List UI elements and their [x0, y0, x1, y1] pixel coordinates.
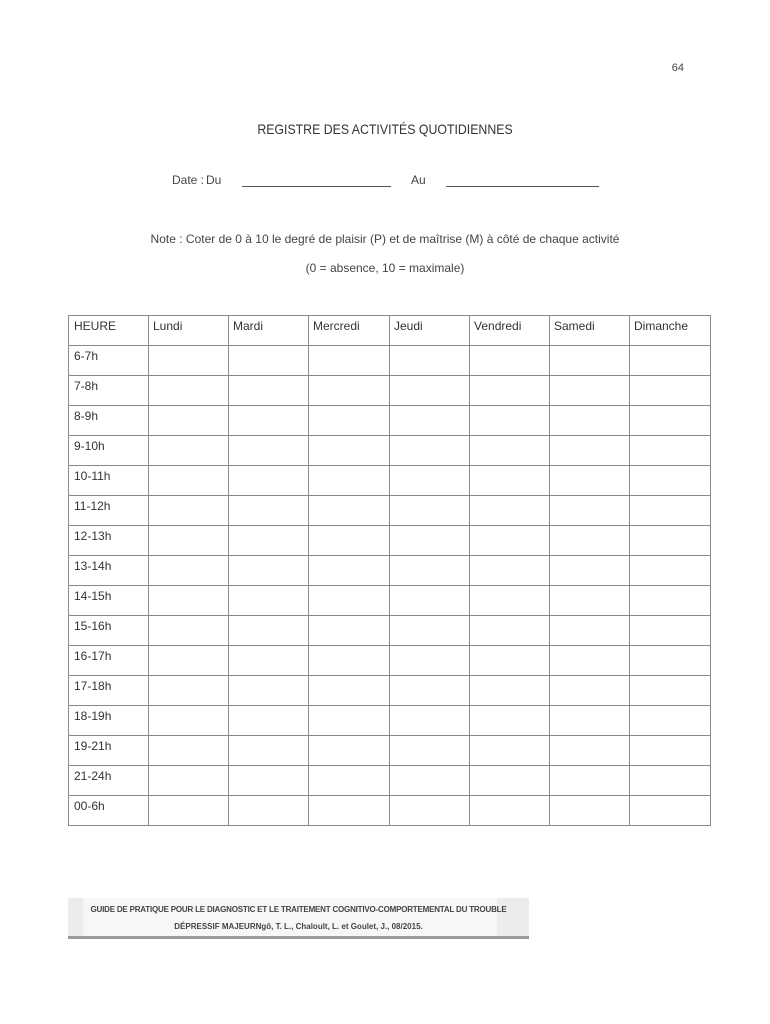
hour-cell: 19-21h — [69, 736, 149, 766]
activity-cell[interactable] — [229, 556, 309, 586]
activity-cell[interactable] — [630, 556, 711, 586]
table-row — [69, 436, 711, 466]
activity-cell[interactable] — [550, 556, 630, 586]
activity-cell[interactable] — [149, 616, 229, 646]
activity-cell[interactable] — [390, 526, 470, 556]
activity-cell[interactable] — [309, 466, 390, 496]
end-date-line[interactable] — [446, 186, 599, 187]
activity-cell[interactable] — [630, 676, 711, 706]
activity-cell[interactable] — [630, 706, 711, 736]
hour-cell: 7-8h — [69, 376, 149, 406]
page-title: REGISTRE DES ACTIVITÉS QUOTIDIENNES — [257, 121, 513, 137]
table-row — [69, 706, 711, 736]
activity-cell[interactable] — [630, 766, 711, 796]
activity-cell[interactable] — [630, 646, 711, 676]
activity-cell[interactable] — [630, 586, 711, 616]
activity-cell[interactable] — [630, 406, 711, 436]
activity-cell[interactable] — [630, 436, 711, 466]
activity-cell[interactable] — [390, 796, 470, 826]
note-scale: (0 = absence, 10 = maximale) — [305, 261, 465, 275]
activity-cell[interactable] — [470, 646, 550, 676]
activity-cell[interactable] — [550, 736, 630, 766]
activity-cell[interactable] — [309, 496, 390, 526]
table-row — [69, 406, 711, 436]
activity-cell[interactable] — [390, 466, 470, 496]
activity-cell[interactable] — [309, 646, 390, 676]
header-row — [69, 316, 711, 346]
activity-cell[interactable] — [550, 376, 630, 406]
table-row — [69, 616, 711, 646]
activity-cell[interactable] — [470, 766, 550, 796]
table-row — [69, 736, 711, 766]
activity-cell[interactable] — [229, 706, 309, 736]
hour-cell: 18-19h — [69, 706, 149, 736]
activity-cell[interactable] — [149, 436, 229, 466]
activity-cell[interactable] — [470, 796, 550, 826]
activity-cell[interactable] — [309, 616, 390, 646]
activity-cell[interactable] — [229, 766, 309, 796]
activity-cell[interactable] — [229, 646, 309, 676]
activity-cell[interactable] — [149, 376, 229, 406]
table-row — [69, 676, 711, 706]
table-row — [69, 586, 711, 616]
hour-cell: 15-16h — [69, 616, 149, 646]
activity-cell[interactable] — [149, 736, 229, 766]
activity-cell[interactable] — [630, 496, 711, 526]
activity-cell[interactable] — [630, 526, 711, 556]
hour-cell: 11-12h — [69, 496, 149, 526]
table-row — [69, 556, 711, 586]
activity-cell[interactable] — [470, 676, 550, 706]
activity-cell[interactable] — [149, 796, 229, 826]
activity-cell[interactable] — [229, 586, 309, 616]
column-header-mardi: Mardi — [229, 316, 309, 346]
activity-cell[interactable] — [309, 586, 390, 616]
activity-cell[interactable] — [470, 436, 550, 466]
activity-cell[interactable] — [390, 646, 470, 676]
hour-cell: 9-10h — [69, 436, 149, 466]
activity-cell[interactable] — [309, 376, 390, 406]
start-date-line[interactable] — [242, 186, 391, 187]
hour-cell: 14-15h — [69, 586, 149, 616]
activity-cell[interactable] — [470, 616, 550, 646]
activity-cell[interactable] — [630, 466, 711, 496]
table-row — [69, 346, 711, 376]
table-row — [69, 796, 711, 826]
footer — [68, 898, 529, 939]
table-row — [69, 466, 711, 496]
activity-cell[interactable] — [550, 616, 630, 646]
footer-line-1: GUIDE DE PRATIQUE POUR LE DIAGNOSTIC ET LE TRAITEMENT COGNITIVO-COMPORTEMENTAL DU TROUBLE — [90, 905, 507, 914]
activity-cell[interactable] — [470, 496, 550, 526]
activity-cell[interactable] — [149, 586, 229, 616]
activity-cell[interactable] — [470, 526, 550, 556]
au-label: Au — [411, 173, 426, 187]
column-header-heure: HEURE — [69, 316, 149, 346]
activity-cell[interactable] — [550, 766, 630, 796]
activity-cell[interactable] — [390, 556, 470, 586]
table-row — [69, 766, 711, 796]
activity-cell[interactable] — [550, 466, 630, 496]
hour-cell: 17-18h — [69, 676, 149, 706]
activity-cell[interactable] — [390, 706, 470, 736]
note-instruction: Note : Coter de 0 à 10 le degré de plaisir (P) et de maîtrise (M) à côté de chaque activité — [150, 232, 620, 246]
activity-cell[interactable] — [309, 796, 390, 826]
hour-cell: 16-17h — [69, 646, 149, 676]
activity-cell[interactable] — [229, 796, 309, 826]
activity-table — [68, 315, 711, 826]
activity-cell[interactable] — [550, 586, 630, 616]
activity-cell[interactable] — [309, 436, 390, 466]
activity-cell[interactable] — [390, 376, 470, 406]
activity-cell[interactable] — [309, 706, 390, 736]
activity-cell[interactable] — [309, 766, 390, 796]
hour-cell: 6-7h — [69, 346, 149, 376]
activity-cell[interactable] — [470, 586, 550, 616]
activity-cell[interactable] — [309, 346, 390, 376]
hour-cell: 00-6h — [69, 796, 149, 826]
activity-cell[interactable] — [309, 556, 390, 586]
activity-cell[interactable] — [550, 676, 630, 706]
activity-cell[interactable] — [149, 766, 229, 796]
activity-cell[interactable] — [550, 706, 630, 736]
date-label: Date : — [172, 173, 205, 187]
activity-cell[interactable] — [630, 376, 711, 406]
table-body — [69, 346, 711, 826]
activity-cell[interactable] — [309, 406, 390, 436]
activity-cell[interactable] — [390, 736, 470, 766]
activity-cell[interactable] — [470, 466, 550, 496]
column-header-vendredi: Vendredi — [470, 316, 550, 346]
hour-cell: 12-13h — [69, 526, 149, 556]
activity-cell[interactable] — [229, 676, 309, 706]
activity-cell[interactable] — [550, 796, 630, 826]
date-row — [0, 173, 770, 191]
table-row — [69, 376, 711, 406]
activity-cell[interactable] — [149, 676, 229, 706]
activity-cell[interactable] — [390, 586, 470, 616]
activity-cell[interactable] — [390, 766, 470, 796]
column-header-samedi: Samedi — [550, 316, 630, 346]
activity-cell[interactable] — [470, 376, 550, 406]
activity-cell[interactable] — [550, 346, 630, 376]
activity-cell[interactable] — [229, 496, 309, 526]
activity-cell[interactable] — [149, 526, 229, 556]
activity-cell[interactable] — [550, 406, 630, 436]
hour-cell: 10-11h — [69, 466, 149, 496]
activity-cell[interactable] — [390, 436, 470, 466]
activity-cell[interactable] — [309, 736, 390, 766]
hour-cell: 21-24h — [69, 766, 149, 796]
hour-cell: 8-9h — [69, 406, 149, 436]
page-number: 64 — [671, 62, 684, 74]
activity-cell[interactable] — [630, 616, 711, 646]
activity-cell[interactable] — [229, 616, 309, 646]
activity-cell[interactable] — [149, 646, 229, 676]
activity-cell[interactable] — [149, 466, 229, 496]
activity-cell[interactable] — [229, 526, 309, 556]
activity-cell[interactable] — [229, 466, 309, 496]
activity-cell[interactable] — [229, 436, 309, 466]
activity-cell[interactable] — [390, 346, 470, 376]
activity-cell[interactable] — [550, 496, 630, 526]
activity-cell[interactable] — [390, 676, 470, 706]
activity-cell[interactable] — [149, 406, 229, 436]
activity-cell[interactable] — [229, 406, 309, 436]
table-row — [69, 646, 711, 676]
activity-cell[interactable] — [470, 406, 550, 436]
du-label: Du — [206, 173, 222, 187]
activity-cell[interactable] — [550, 646, 630, 676]
activity-cell[interactable] — [470, 736, 550, 766]
activity-cell[interactable] — [229, 376, 309, 406]
activity-cell[interactable] — [390, 406, 470, 436]
activity-cell[interactable] — [309, 676, 390, 706]
column-header-mercredi: Mercredi — [309, 316, 390, 346]
activity-cell[interactable] — [229, 736, 309, 766]
column-header-jeudi: Jeudi — [390, 316, 470, 346]
activity-cell[interactable] — [149, 346, 229, 376]
activity-cell[interactable] — [149, 706, 229, 736]
column-header-dimanche: Dimanche — [630, 316, 711, 346]
activity-cell[interactable] — [630, 796, 711, 826]
activity-cell[interactable] — [309, 526, 390, 556]
activity-cell[interactable] — [470, 706, 550, 736]
activity-cell[interactable] — [390, 616, 470, 646]
column-header-lundi: Lundi — [149, 316, 229, 346]
table-row — [69, 496, 711, 526]
activity-cell[interactable] — [550, 526, 630, 556]
footer-line-2: DÉPRESSIF MAJEURNgô, T. L., Chaloult, L. et Goulet, J., 08/2015. — [174, 922, 423, 931]
hour-cell: 13-14h — [69, 556, 149, 586]
activity-cell[interactable] — [630, 346, 711, 376]
activity-cell[interactable] — [229, 346, 309, 376]
table-row — [69, 526, 711, 556]
activity-cell[interactable] — [550, 436, 630, 466]
activity-cell[interactable] — [149, 496, 229, 526]
activity-cell[interactable] — [149, 556, 229, 586]
activity-cell[interactable] — [470, 556, 550, 586]
activity-cell[interactable] — [390, 496, 470, 526]
activity-cell[interactable] — [470, 346, 550, 376]
activity-cell[interactable] — [630, 736, 711, 766]
